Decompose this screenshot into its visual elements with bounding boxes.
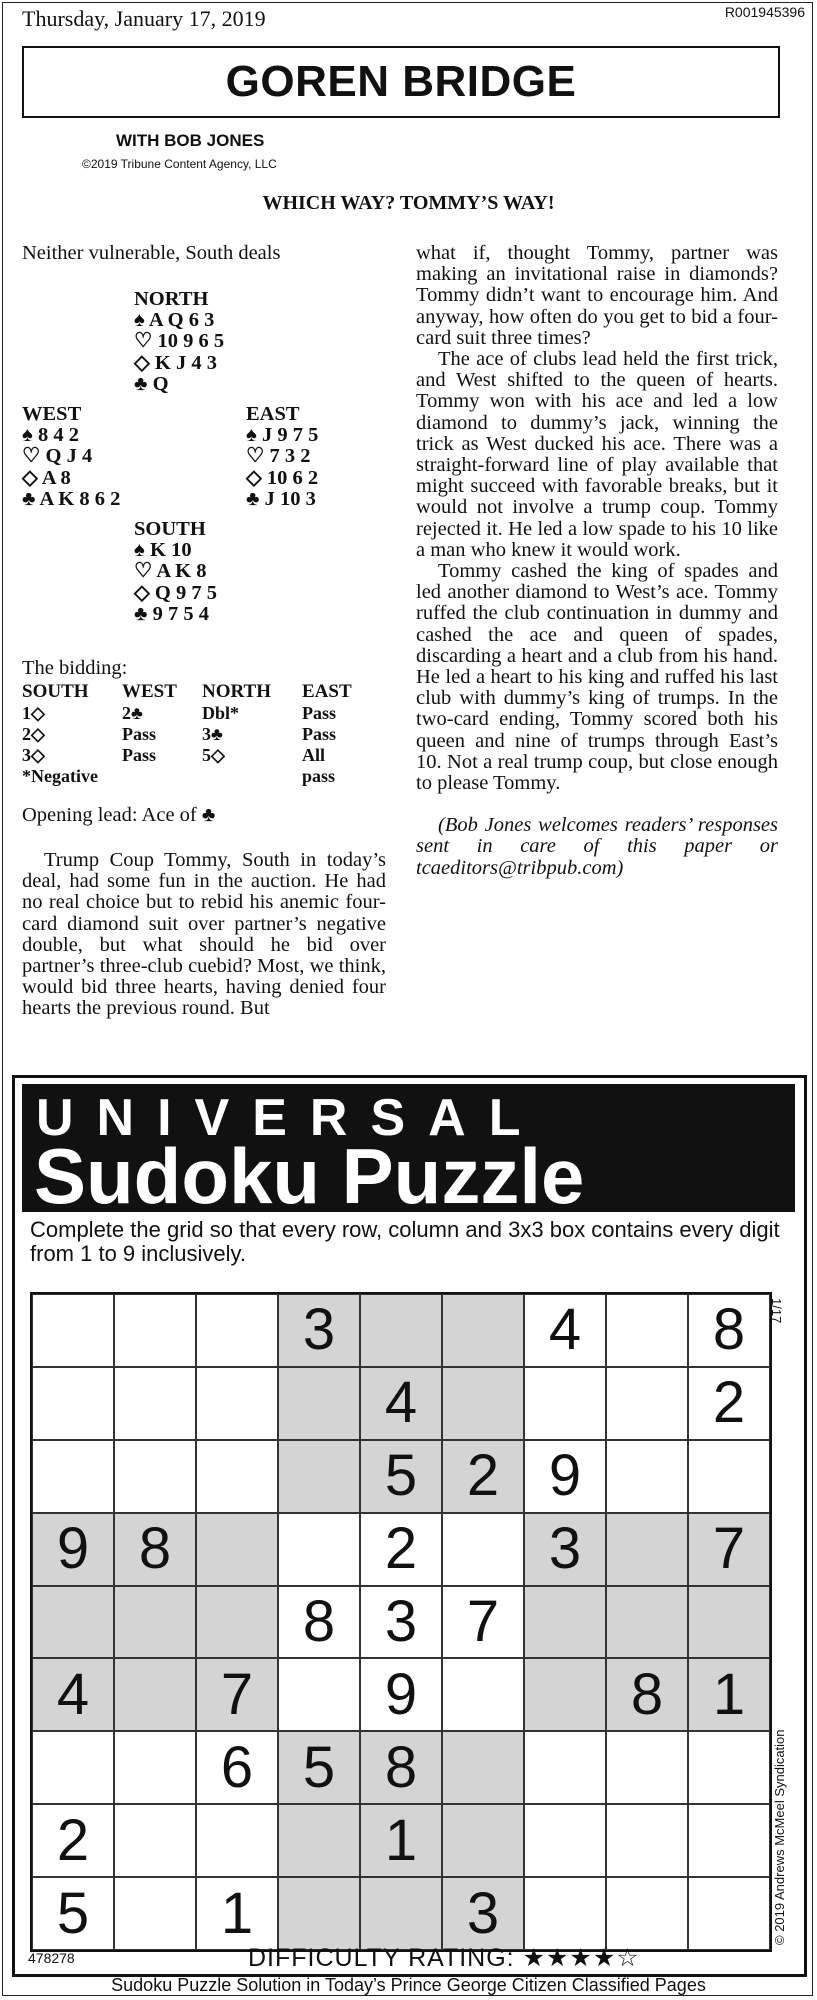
sudoku-cell[interactable]: 1 — [688, 1658, 770, 1731]
hand-label: NORTH — [134, 288, 209, 310]
sudoku-cell[interactable] — [196, 1804, 278, 1877]
sudoku-cell[interactable] — [114, 1731, 196, 1804]
sudoku-cell[interactable]: 2 — [442, 1440, 524, 1513]
sudoku-cell[interactable]: 4 — [360, 1367, 442, 1440]
sudoku-title: Sudoku Puzzle — [34, 1132, 585, 1220]
sudoku-cell[interactable] — [196, 1513, 278, 1586]
headline: WHICH WAY? TOMMY’S WAY! — [262, 192, 555, 214]
difficulty-stars: ★★★★☆ — [522, 1944, 640, 1972]
sudoku-cell[interactable] — [688, 1804, 770, 1877]
puzzle-id: 478278 — [28, 1950, 75, 1966]
sudoku-cell[interactable]: 8 — [278, 1586, 360, 1659]
sudoku-cell[interactable] — [606, 1367, 688, 1440]
sudoku-cell[interactable] — [114, 1877, 196, 1950]
bid-cell: Pass — [122, 724, 157, 744]
sudoku-cell[interactable]: 8 — [360, 1731, 442, 1804]
clubs-holding: ♣ Q — [134, 372, 169, 395]
sudoku-cell[interactable] — [32, 1586, 114, 1659]
bid-cell: Pass — [122, 745, 157, 765]
sudoku-cell[interactable]: 7 — [688, 1513, 770, 1586]
sudoku-cell[interactable] — [360, 1877, 442, 1950]
hand-south — [134, 519, 217, 625]
sudoku-cell[interactable] — [32, 1367, 114, 1440]
sudoku-cell[interactable] — [278, 1804, 360, 1877]
sudoku-cell[interactable]: 8 — [688, 1294, 770, 1367]
sudoku-cell[interactable] — [524, 1731, 606, 1804]
sudoku-brand: UNIVERSAL — [36, 1089, 544, 1147]
sudoku-banner — [22, 1084, 795, 1220]
bid-cell: Pass — [302, 724, 337, 744]
sudoku-cell[interactable] — [196, 1586, 278, 1659]
sudoku-cell[interactable] — [196, 1440, 278, 1513]
diamonds-holding: ◇ 10 6 2 — [246, 466, 319, 489]
sudoku-cell[interactable] — [442, 1804, 524, 1877]
article-closing: (Bob Jones welcomes readers’ responses sent in care of this paper or tcaeditors@tribpub.com) — [416, 814, 778, 879]
sudoku-cell[interactable] — [524, 1877, 606, 1950]
sudoku-cell[interactable] — [196, 1294, 278, 1367]
column-title: GOREN BRIDGE — [22, 46, 780, 118]
sudoku-cell[interactable]: 1 — [360, 1804, 442, 1877]
syndication-credit: © 2019 Andrews McMeel Syndication — [772, 1729, 787, 1945]
sudoku-cell[interactable] — [606, 1877, 688, 1950]
sudoku-cell[interactable] — [114, 1367, 196, 1440]
sudoku-cell[interactable] — [524, 1804, 606, 1877]
clubs-holding: ♣ J 10 3 — [246, 487, 316, 510]
sudoku-cell[interactable] — [442, 1658, 524, 1731]
sudoku-cell[interactable]: 8 — [606, 1658, 688, 1731]
sudoku-cell[interactable]: 2 — [360, 1513, 442, 1586]
bid-cell: 5◇ — [202, 745, 225, 765]
hand-north — [134, 289, 224, 395]
sudoku-cell[interactable] — [360, 1294, 442, 1367]
sudoku-cell[interactable] — [278, 1367, 360, 1440]
sudoku-cell[interactable]: 4 — [32, 1658, 114, 1731]
sudoku-cell[interactable]: 8 — [114, 1513, 196, 1586]
sudoku-cell[interactable]: 7 — [442, 1586, 524, 1659]
sudoku-cell[interactable] — [32, 1440, 114, 1513]
sudoku-cell[interactable] — [688, 1877, 770, 1950]
bidding-label: The bidding: — [22, 657, 128, 679]
sudoku-cell[interactable] — [114, 1440, 196, 1513]
sudoku-cell[interactable] — [688, 1586, 770, 1659]
bid-cell: 3◇ — [22, 745, 45, 765]
sudoku-cell[interactable] — [688, 1731, 770, 1804]
article-right-column — [416, 243, 778, 879]
sudoku-cell[interactable] — [606, 1294, 688, 1367]
article-paragraph: The ace of clubs lead held the first trick, and West shifted to the queen of hearts. Tommy won with his ace and led a low diamond to dummy’s jack, winning the trick as West ducked his ace. There was a straight-forward line of play available that might succeed with favorable breaks, but it would not involve a trump coup. Tommy rejected it. He led a low spade to his 10 like a man who knew it would work. — [416, 348, 778, 561]
hand-west — [22, 404, 120, 510]
bidding-header: NORTH — [202, 681, 272, 702]
sudoku-cell[interactable] — [114, 1804, 196, 1877]
bid-cell: 2♣ — [122, 703, 143, 723]
hearts-holding: ♡ Q J 4 — [22, 445, 93, 468]
sudoku-cell[interactable] — [606, 1586, 688, 1659]
sudoku-cell[interactable]: 3 — [360, 1586, 442, 1659]
sudoku-cell[interactable] — [278, 1440, 360, 1513]
sudoku-cell[interactable] — [114, 1294, 196, 1367]
sudoku-cell[interactable] — [442, 1731, 524, 1804]
article-paragraph: Trump Coup Tommy, South in today’s deal, had some fun in the auction. He had no real choice but to rebid his anemic four-card diamond suit over partner’s negative double, but what should he bid over partner’s three-club cuebid? Most, we think, would bid three hearts, having denied four hearts the previous round. But — [22, 849, 386, 1020]
publication-date: Thursday, January 17, 2019 — [22, 6, 266, 31]
bidding-header: WEST — [122, 681, 177, 702]
sudoku-cell[interactable] — [278, 1877, 360, 1950]
sudoku-cell[interactable] — [196, 1367, 278, 1440]
sudoku-cell[interactable]: 9 — [524, 1440, 606, 1513]
bidding-header: EAST — [302, 681, 352, 702]
sudoku-cell[interactable]: 5 — [278, 1731, 360, 1804]
article-paragraph: Tommy cashed the king of spades and led another diamond to West’s ace. Tommy ruffed the club continuation in dummy and cashed the ace and queen of spades, discarding a heart and a club from his hand. He led a heart to his king and ruffed his last club with dummy’s king of trumps. In the two-card ending, Tommy scored both his queen and nine of trumps through East’s 10. Not a real trump coup, but close enough to please Tommy. — [416, 560, 778, 795]
spades-holding: ♠ 8 4 2 — [22, 424, 80, 447]
sudoku-cell[interactable]: 9 — [360, 1658, 442, 1731]
article-paragraph: what if, thought Tommy, partner was making an invitational raise in diamonds? Tommy didn’t want to encourage him. And anyway, how often do you get to bid a four-card suit three times? — [416, 242, 778, 349]
sudoku-instructions: Complete the grid so that every row, column and 3x3 box contains every digit from 1 to 9 inclusively. — [30, 1217, 780, 1266]
sudoku-grid — [30, 1292, 772, 1952]
sudoku-cell[interactable] — [606, 1731, 688, 1804]
bid-cell: Pass — [302, 703, 337, 723]
sudoku-cell[interactable] — [606, 1804, 688, 1877]
deal-intro: Neither vulnerable, South deals — [22, 242, 281, 264]
hearts-holding: ♡ 10 9 6 5 — [134, 330, 225, 353]
copyright-line: ©2019 Tribune Content Agency, LLC — [82, 157, 277, 171]
sudoku-cell[interactable] — [442, 1367, 524, 1440]
clubs-holding: ♣ A K 8 6 2 — [22, 487, 121, 510]
hand-label: WEST — [22, 403, 82, 425]
sudoku-cell[interactable] — [32, 1294, 114, 1367]
clubs-holding: ♣ 9 7 5 4 — [134, 602, 209, 625]
hearts-holding: ♡ A K 8 — [134, 560, 207, 583]
bid-cell: Dbl* — [202, 703, 240, 723]
puzzle-date: 1/17 — [769, 1298, 784, 1324]
bid-cell: 2◇ — [22, 724, 45, 744]
hand-east — [246, 404, 318, 510]
spades-holding: ♠ J 9 7 5 — [246, 424, 319, 447]
sudoku-cell[interactable]: 3 — [442, 1877, 524, 1950]
sudoku-cell[interactable] — [688, 1440, 770, 1513]
bidding-note: *Negative — [22, 766, 98, 786]
article-code: R001945396 — [724, 4, 805, 20]
sudoku-cell[interactable]: 2 — [688, 1367, 770, 1440]
spades-holding: ♠ A Q 6 3 — [134, 309, 215, 332]
sudoku-cell[interactable]: 6 — [196, 1731, 278, 1804]
spades-holding: ♠ K 10 — [134, 539, 192, 562]
sudoku-cell[interactable]: 3 — [524, 1513, 606, 1586]
sudoku-cell[interactable] — [442, 1294, 524, 1367]
hand-label: SOUTH — [134, 518, 206, 540]
sudoku-cell[interactable] — [114, 1586, 196, 1659]
sudoku-cell[interactable]: 5 — [360, 1440, 442, 1513]
sudoku-cell[interactable]: 2 — [32, 1804, 114, 1877]
sudoku-cell[interactable] — [606, 1440, 688, 1513]
sudoku-cell[interactable]: 3 — [278, 1294, 360, 1367]
sudoku-cell[interactable]: 5 — [32, 1877, 114, 1950]
article-left-column — [22, 850, 386, 1020]
sudoku-cell[interactable] — [32, 1731, 114, 1804]
sudoku-cell[interactable] — [524, 1658, 606, 1731]
difficulty-label: DIFFICULTY RATING: — [248, 1944, 515, 1972]
byline: WITH BOB JONES — [116, 131, 265, 150]
sudoku-cell[interactable] — [278, 1658, 360, 1731]
sudoku-cell[interactable] — [606, 1513, 688, 1586]
diamonds-holding: ◇ Q 9 7 5 — [134, 581, 217, 604]
solution-note: Sudoku Puzzle Solution in Today’s Prince George Citizen Classified Pages — [111, 1975, 706, 1995]
sudoku-cell[interactable] — [442, 1513, 524, 1586]
sudoku-cell[interactable] — [114, 1658, 196, 1731]
bid-cell: 3♣ — [202, 724, 223, 744]
bid-cell: 1◇ — [22, 703, 45, 723]
bidding-header: SOUTH — [22, 681, 89, 702]
hearts-holding: ♡ 7 3 2 — [246, 445, 311, 468]
sudoku-cell[interactable] — [524, 1586, 606, 1659]
sudoku-cell[interactable] — [278, 1513, 360, 1586]
difficulty-rating — [248, 1943, 640, 1973]
opening-lead: Opening lead: Ace of ♣ — [22, 804, 216, 826]
sudoku-cell[interactable]: 1 — [196, 1877, 278, 1950]
sudoku-cell[interactable]: 4 — [524, 1294, 606, 1367]
hand-label: EAST — [246, 403, 300, 425]
sudoku-cell[interactable] — [524, 1367, 606, 1440]
sudoku-cell[interactable]: 7 — [196, 1658, 278, 1731]
diamonds-holding: ◇ A 8 — [22, 466, 71, 489]
bid-cell: All pass — [302, 745, 336, 786]
diamonds-holding: ◇ K J 4 3 — [134, 351, 217, 374]
sudoku-cell[interactable]: 9 — [32, 1513, 114, 1586]
